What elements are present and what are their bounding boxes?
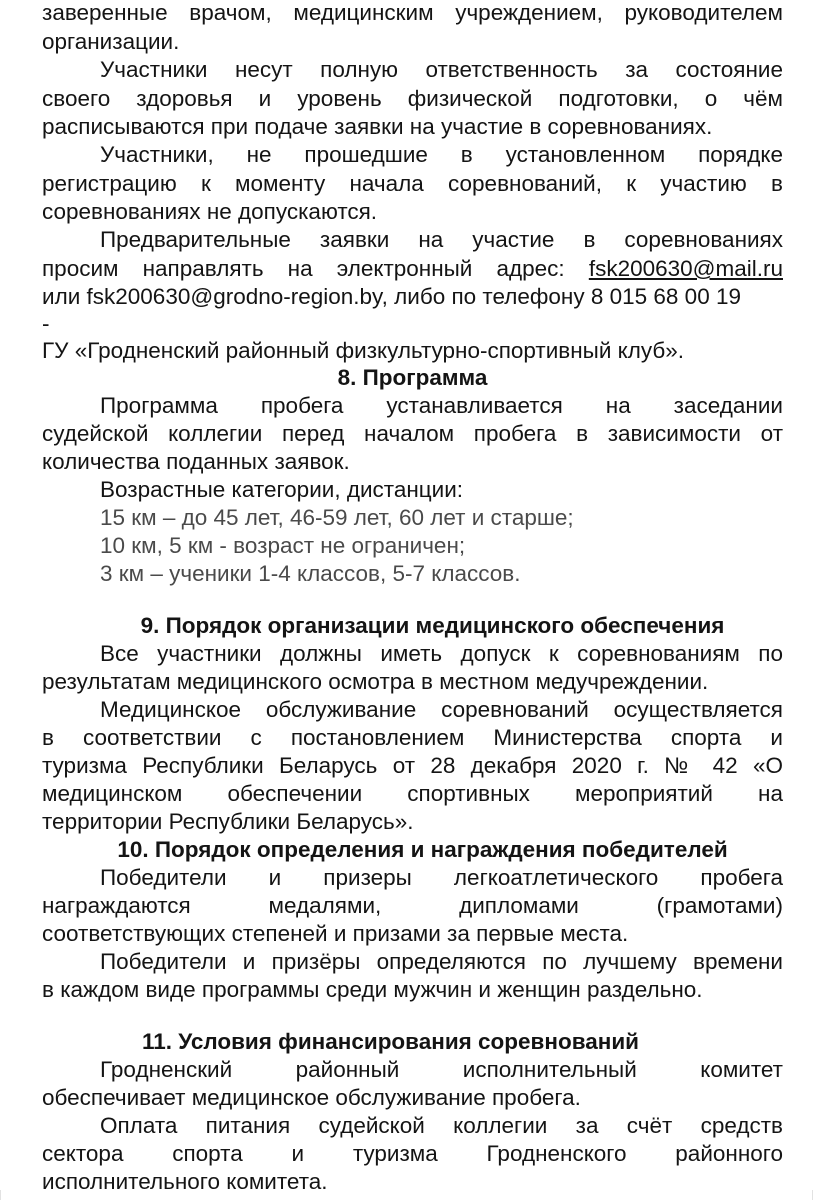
text-line: заверенные врачом, медицинским учреждением, руководителем bbox=[42, 0, 783, 25]
text-line: регистрацию к моменту начала соревнований, к участию в bbox=[42, 171, 783, 196]
list-item: 10 км, 5 км - возраст не ограничен; bbox=[100, 533, 466, 558]
text-line: своего здоровья и уровень физической подготовки, о чём bbox=[42, 86, 783, 111]
text-line: исполнительного комитета. bbox=[42, 1169, 328, 1194]
text-line: туризма Республики Беларусь от 28 декабря 2020 г. № 42 «О bbox=[42, 753, 783, 778]
text-line: Предварительные заявки на участие в соревнованиях bbox=[100, 227, 783, 252]
text-line: организации. bbox=[42, 29, 180, 54]
text-line: или fsk200630@grodno-region.by, либо по телефону 8 015 68 00 19 bbox=[42, 284, 741, 309]
text-line: количества поданных заявок. bbox=[42, 449, 350, 474]
text-line: награждаются медалями, дипломами (грамотами) bbox=[42, 893, 783, 918]
text-line: территории Республики Беларусь». bbox=[42, 809, 414, 834]
text-line: в каждом виде программы среди мужчин и женщин раздельно. bbox=[42, 977, 703, 1002]
text-line: в соответствии с постановлением Министерства спорта и bbox=[42, 725, 783, 750]
text-line: соревнованиях не допускаются. bbox=[42, 199, 378, 224]
text-line: соответствующих степеней и призами за первые места. bbox=[42, 921, 629, 946]
text-segment: просим направлять на электронный адрес: bbox=[42, 256, 565, 281]
text-line: Победители и призеры легкоатлетического пробега bbox=[100, 865, 783, 890]
section-heading: 8. Программа bbox=[337, 365, 488, 390]
text-line: обеспечивает медицинское обслуживание пробега. bbox=[42, 1085, 581, 1110]
text-line: судейской коллегии перед началом пробега в зависимости от bbox=[42, 421, 783, 446]
text-line: Возрастные категории, дистанции: bbox=[100, 477, 464, 502]
text-line: Победители и призёры определяются по лучшему времени bbox=[100, 949, 783, 974]
text-line: медицинском обеспечении спортивных мероприятий на bbox=[42, 781, 783, 806]
text-line: - bbox=[42, 311, 50, 336]
email-link[interactable]: fsk200630@mail.ru bbox=[588, 256, 783, 281]
page-edge bbox=[0, 1190, 813, 1200]
text-line: Все участники должны иметь допуск к соревнованиям по bbox=[100, 641, 783, 666]
section-heading: 10. Порядок определения и награждения победителей bbox=[117, 837, 728, 862]
text-line: Участники, не прошедшие в установленном порядке bbox=[100, 142, 783, 167]
text-line: расписываются при подаче заявки на участие в соревнованиях. bbox=[42, 114, 713, 139]
text-line: Медицинское обслуживание соревнований осуществляется bbox=[100, 697, 783, 722]
list-item: 15 км – до 45 лет, 46-59 лет, 60 лет и старше; bbox=[100, 505, 574, 530]
email-line bbox=[42, 255, 783, 283]
text-line: Гродненский районный исполнительный комитет bbox=[100, 1057, 783, 1082]
list-item: 3 км – ученики 1-4 классов, 5-7 классов. bbox=[100, 561, 521, 586]
text-line: Программа пробега устанавливается на заседании bbox=[100, 393, 783, 418]
text-line: ГУ «Гродненский районный физкультурно-спортивный клуб». bbox=[42, 338, 685, 363]
section-heading: 11. Условия финансирования соревнований bbox=[141, 1029, 640, 1054]
section-heading: 9. Порядок организации медицинского обеспечения bbox=[140, 613, 725, 638]
text-line: сектора спорта и туризма Гродненского районного bbox=[42, 1141, 783, 1166]
text-line: Оплата питания судейской коллегии за счёт средств bbox=[100, 1113, 783, 1138]
text-line: результатам медицинского осмотра в местном медучреждении. bbox=[42, 669, 709, 694]
text-line: Участники несут полную ответственность за состояние bbox=[100, 57, 783, 82]
